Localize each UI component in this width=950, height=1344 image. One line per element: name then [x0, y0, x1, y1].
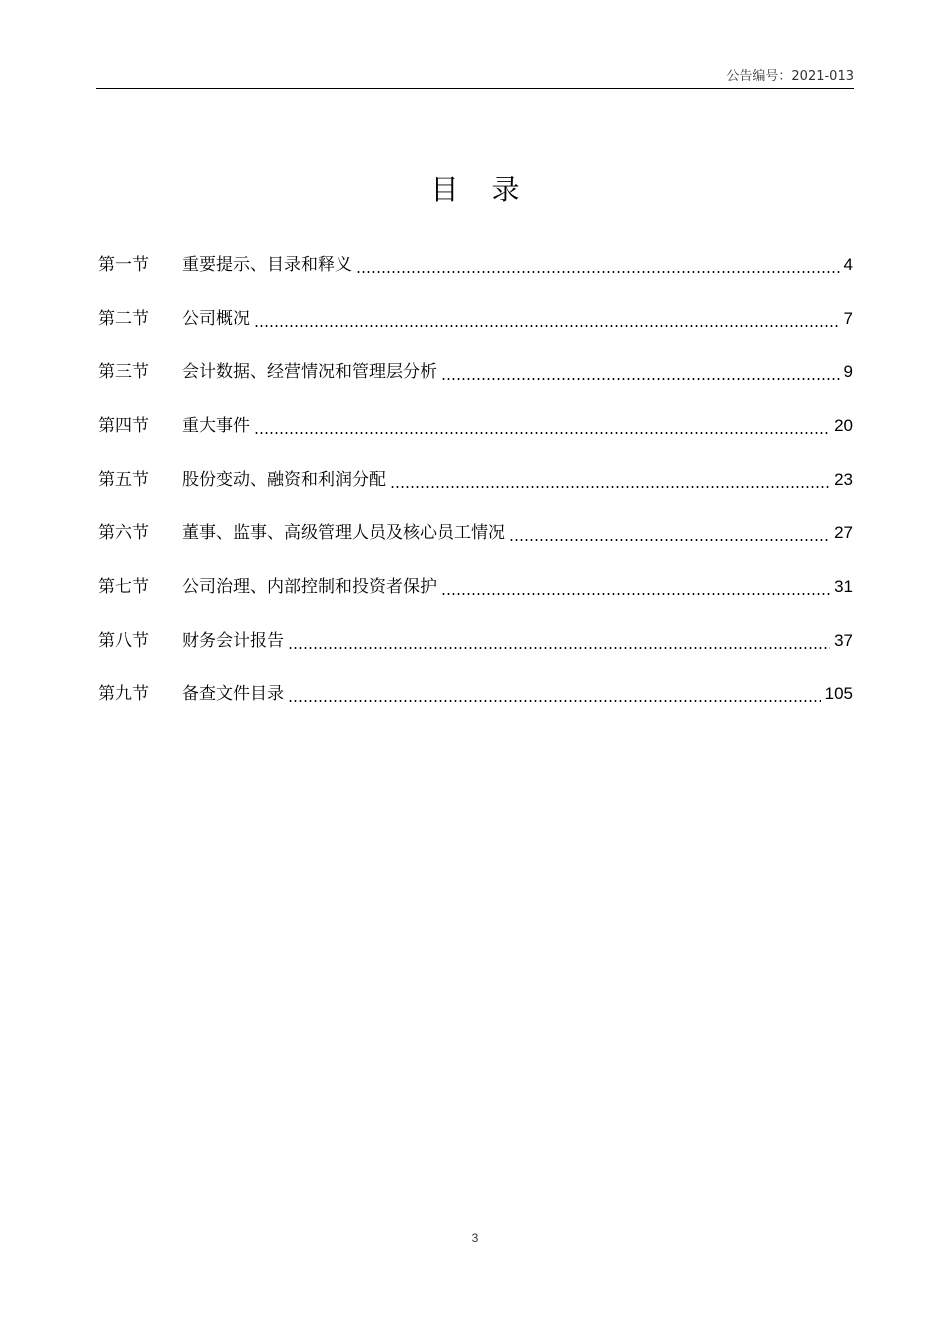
toc-entry-2[interactable]	[98, 292, 853, 346]
toc-section-number: 第二节	[98, 308, 149, 329]
toc-section-title: 公司概况	[182, 308, 250, 329]
announcement-number: 公告编号：2021-013	[726, 69, 854, 84]
toc-leader-dots	[288, 647, 830, 649]
toc-leader-dots	[288, 700, 821, 702]
toc-page-number: 7	[843, 308, 853, 328]
toc-entry-3[interactable]	[98, 345, 853, 399]
toc-section-title: 董事、监事、高级管理人员及核心员工情况	[182, 523, 505, 544]
toc-leader-dots	[254, 325, 840, 327]
toc-section-number: 第六节	[98, 523, 149, 544]
toc-entry-1[interactable]	[98, 238, 853, 292]
toc-section-title: 财务会计报告	[182, 630, 284, 651]
toc-section-title: 公司治理、内部控制和投资者保护	[182, 576, 437, 597]
toc-page-number: 20	[834, 415, 853, 435]
toc-section-title: 重大事件	[182, 415, 250, 436]
toc-section-title: 股份变动、融资和利润分配	[182, 469, 386, 490]
toc-leader-dots	[390, 486, 830, 488]
toc-entry-4[interactable]	[98, 399, 853, 453]
toc-entry-5[interactable]	[98, 453, 853, 507]
toc-entry-8[interactable]	[98, 614, 853, 668]
toc-page-number: 37	[834, 630, 853, 650]
toc-section-title: 重要提示、目录和释义	[182, 254, 352, 275]
toc-entry-6[interactable]	[98, 506, 853, 560]
toc-entry-9[interactable]	[98, 668, 853, 722]
toc-page-number: 23	[834, 469, 853, 489]
toc-leader-dots	[441, 593, 830, 595]
toc-page-number: 31	[834, 576, 853, 596]
toc-section-title: 会计数据、经营情况和管理层分析	[182, 362, 437, 383]
toc-section-number: 第八节	[98, 630, 149, 651]
toc-page-number: 105	[824, 684, 853, 704]
toc-leader-dots	[254, 432, 830, 434]
toc-leader-dots	[356, 271, 840, 273]
table-of-contents	[98, 238, 853, 721]
toc-section-number: 第三节	[98, 362, 149, 383]
toc-section-number: 第九节	[98, 684, 149, 705]
toc-section-number: 第一节	[98, 254, 149, 275]
toc-leader-dots	[441, 378, 840, 380]
header-divider	[96, 88, 854, 89]
toc-leader-dots	[509, 539, 830, 541]
page-number: 3	[471, 1231, 479, 1245]
toc-section-title: 备查文件目录	[182, 684, 284, 705]
toc-page-number: 4	[843, 254, 853, 274]
toc-page-number: 27	[834, 523, 853, 543]
toc-entry-7[interactable]	[98, 560, 853, 614]
page-title: 目 录	[430, 173, 532, 206]
toc-section-number: 第五节	[98, 469, 149, 490]
toc-section-number: 第四节	[98, 415, 149, 436]
toc-page-number: 9	[843, 362, 853, 382]
toc-section-number: 第七节	[98, 576, 149, 597]
